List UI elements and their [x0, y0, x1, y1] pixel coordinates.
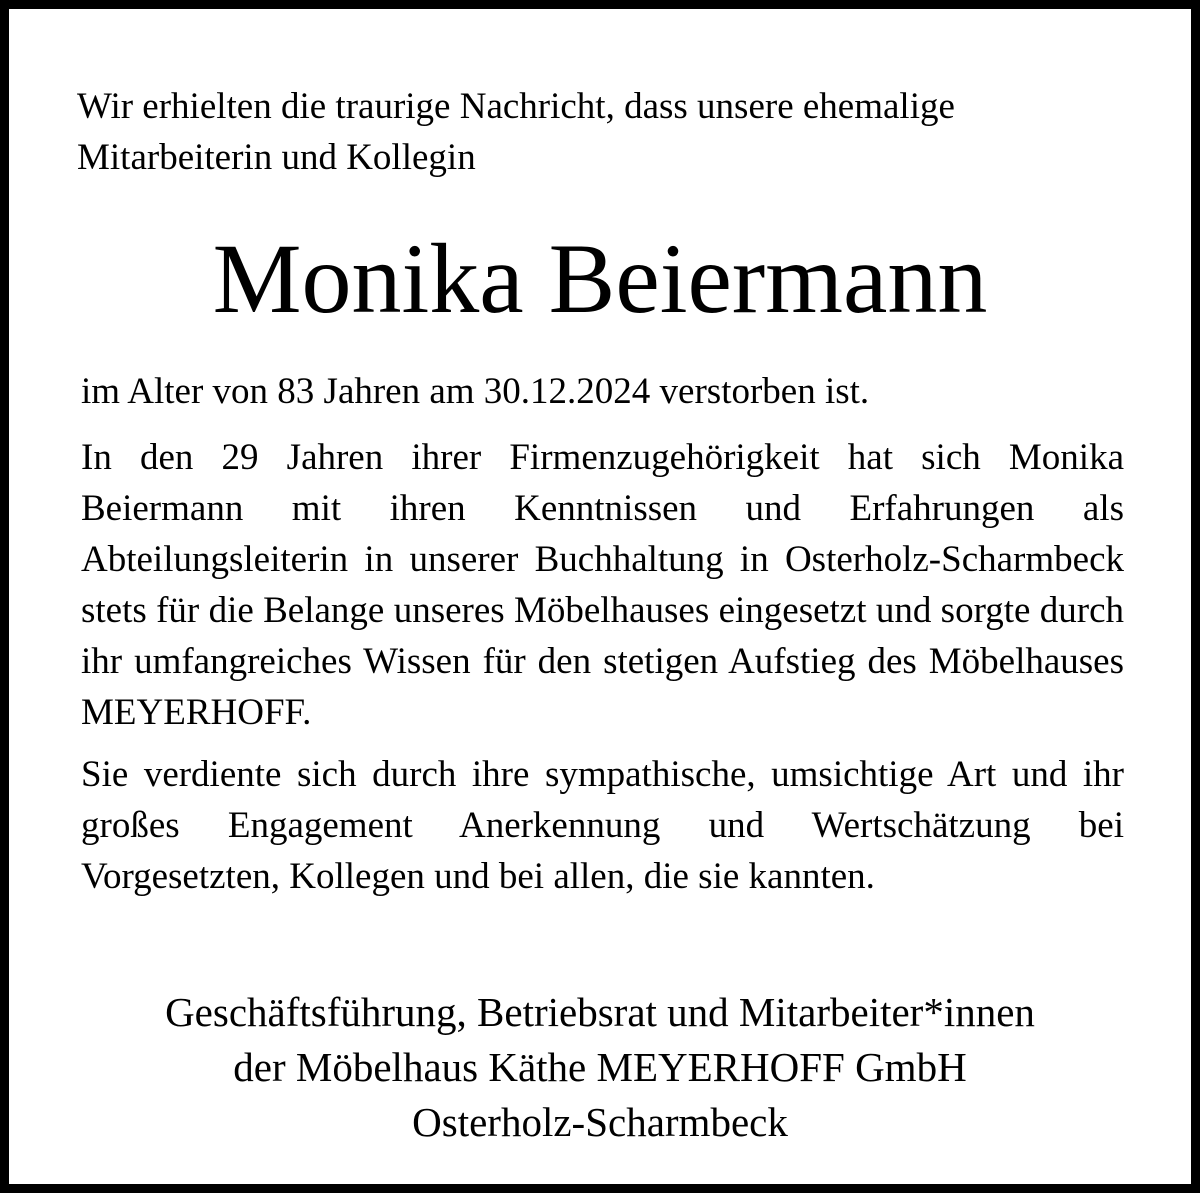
character-paragraph: Sie verdiente sich durch ihre sympathische, umsichtige Art und ihr großes Engagement Anerkennung und Wertschätzung bei Vorgesetzten, Kollegen und bei allen, die sie kannten. — [81, 754, 1124, 897]
deceased-name: Monika Beiermann — [212, 223, 988, 334]
signature-block — [9, 985, 1191, 1150]
signature-line: Geschäftsführung, Betriebsrat und Mitarbeiter*innen — [165, 989, 1035, 1035]
intro-line: Wir erhielten die traurige Nachricht, dass unsere ehemalige — [77, 86, 955, 127]
intro-text — [77, 81, 1137, 183]
signature-line: der Möbelhaus Käthe MEYERHOFF GmbH — [233, 1044, 967, 1090]
career-paragraph: In den 29 Jahren ihrer Firmenzugehörigkeit hat sich Monika Beiermann mit ihren Kenntnissen und Erfahrungen als Abteilungsleiterin in unserer Buchhaltung in Osterholz-Scharmbeck stets für die Belange unseres Möbelhauses eingesetzt und sorgte durch ihr umfangreiches Wissen für den stetigen Aufstieg des Möbelhauses MEYERHOFF. — [81, 437, 1124, 733]
intro-line: Mitarbeiterin und Kollegin — [77, 137, 476, 178]
age-sentence: im Alter von 83 Jahren am 30.12.2024 verstorben ist. — [81, 371, 870, 412]
signature-line: Osterholz-Scharmbeck — [412, 1099, 788, 1145]
